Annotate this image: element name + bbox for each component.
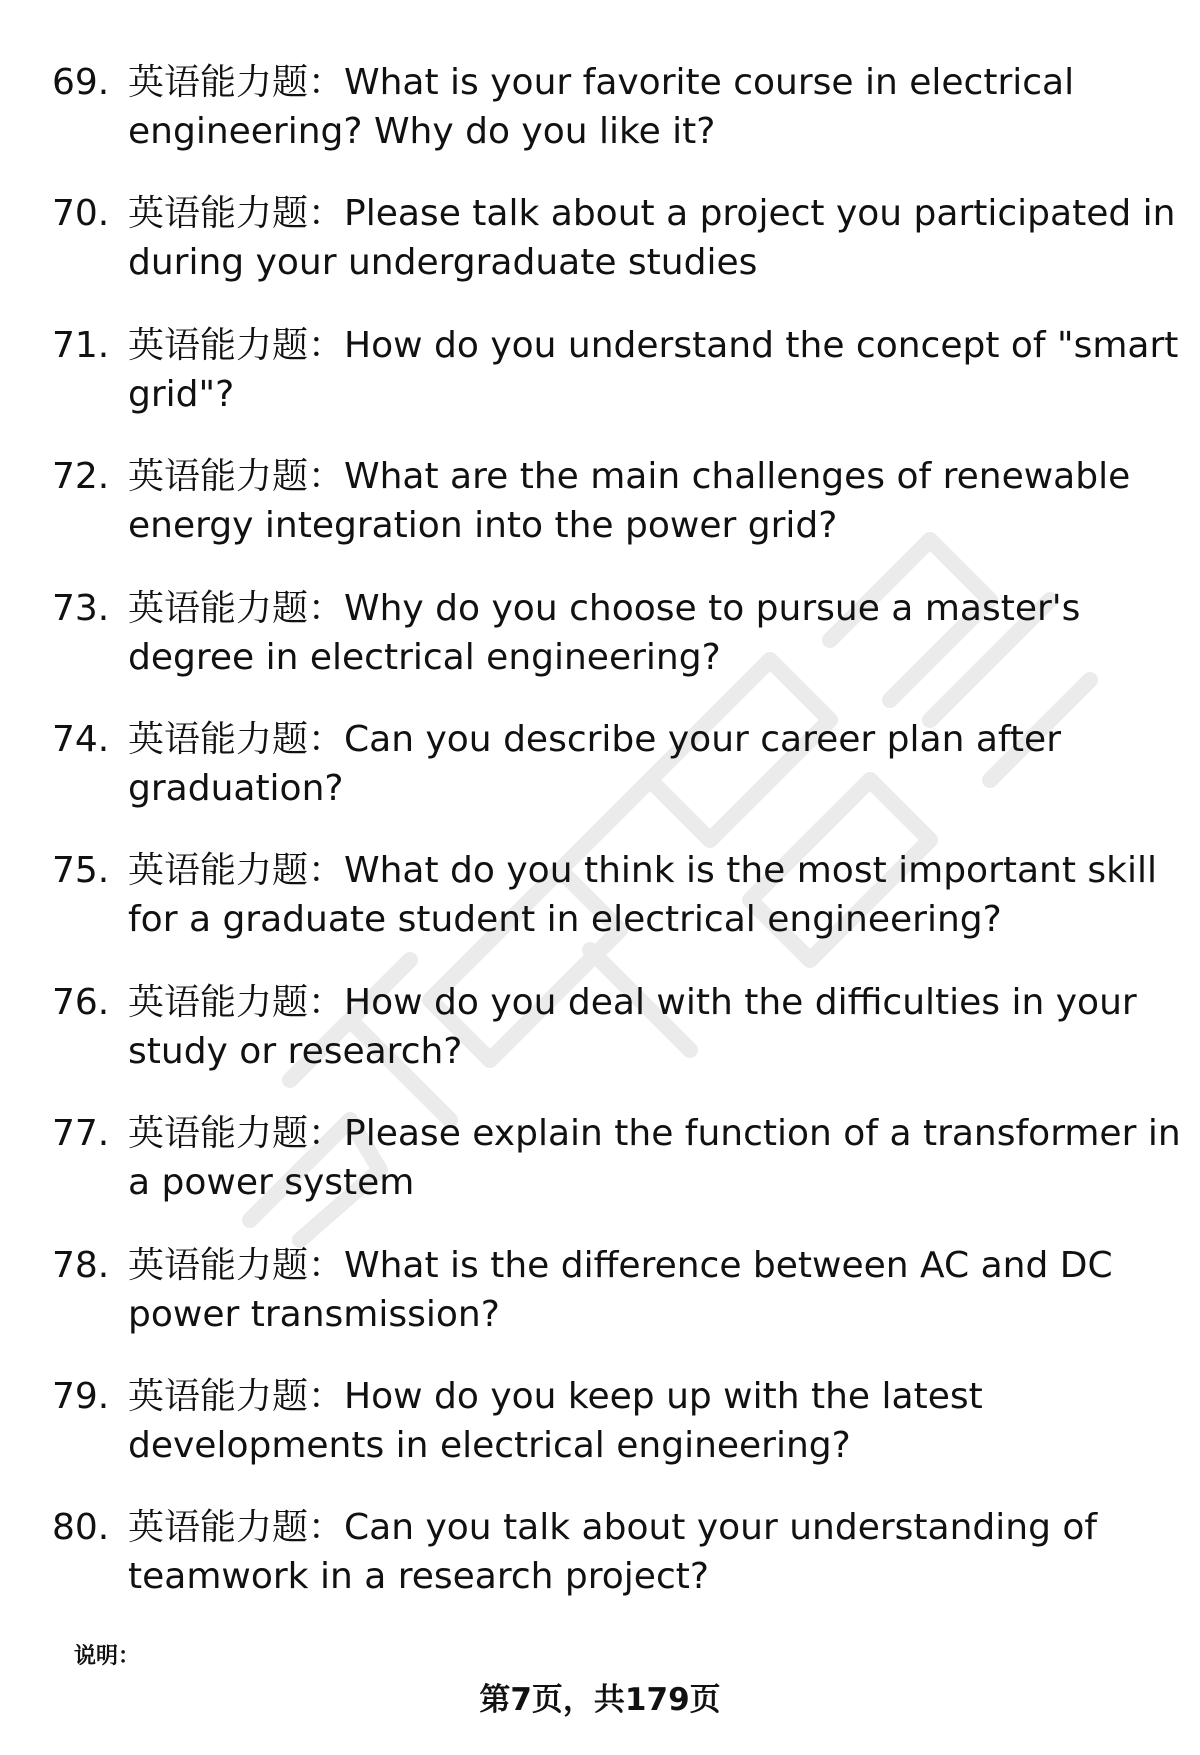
question-text: What are the main challenges of renewable energy integration into the power grid?	[128, 456, 1131, 547]
question-item	[52, 321, 1179, 452]
question-text: How do you understand the concept of "smart grid"?	[128, 324, 1179, 415]
question-number: 72.	[52, 456, 110, 498]
question-item	[52, 978, 1152, 1109]
question-number: 73.	[52, 587, 110, 629]
question-prefix: 英语能力题：	[128, 718, 345, 760]
question-prefix: 英语能力题：	[128, 324, 345, 366]
question-text: Please explain the function of a transformer in a power system	[128, 1113, 1181, 1204]
question-number: 79.	[52, 1375, 110, 1417]
question-prefix: 英语能力题：	[128, 1113, 345, 1155]
question-text: Can you talk about your understanding of teamwork in a research project?	[128, 1507, 1098, 1598]
question-number: 71.	[52, 324, 110, 366]
question-text: Can you describe your career plan after graduation?	[128, 718, 1061, 809]
question-body	[128, 1372, 1200, 1470]
question-prefix: 英语能力题：	[128, 62, 345, 103]
question-body	[128, 1109, 1200, 1207]
question-number: 69.	[52, 62, 110, 103]
question-item	[52, 584, 1152, 715]
question-body	[128, 58, 1200, 156]
question-list	[52, 58, 1181, 1635]
question-item	[52, 1109, 1181, 1240]
question-item	[52, 846, 1158, 977]
question-body	[128, 846, 1200, 944]
question-number: 74.	[52, 718, 110, 760]
question-number: 70.	[52, 193, 110, 235]
question-text: Please talk about a project you participated in during your undergraduate studies	[128, 193, 1176, 284]
question-body	[128, 584, 1200, 682]
question-number: 75.	[52, 850, 110, 892]
question-text: What is your favorite course in electrical engineering? Why do you like it?	[128, 62, 1075, 152]
question-prefix: 英语能力题：	[128, 587, 345, 629]
question-body	[128, 978, 1200, 1076]
question-item	[52, 715, 1152, 846]
page-footer: 第7页，共179页	[479, 1682, 721, 1718]
note-label: 说明：	[74, 1644, 141, 1669]
question-prefix: 英语能力题：	[128, 1507, 345, 1549]
question-item	[52, 1372, 1152, 1503]
question-prefix: 英语能力题：	[128, 1375, 345, 1417]
question-text: What is the difference between AC and DC power transmission?	[128, 1244, 1113, 1335]
question-body	[128, 321, 1200, 419]
question-item	[52, 189, 1176, 320]
question-number: 77.	[52, 1113, 110, 1155]
question-item	[52, 452, 1152, 583]
question-prefix: 英语能力题：	[128, 1244, 345, 1286]
question-text: How do you keep up with the latest developments in electrical engineering?	[128, 1375, 983, 1466]
question-prefix: 英语能力题：	[128, 850, 345, 892]
question-body	[128, 1503, 1200, 1601]
question-number: 80.	[52, 1507, 110, 1549]
question-body	[128, 715, 1200, 813]
question-item	[52, 1503, 1152, 1634]
question-prefix: 英语能力题：	[128, 193, 345, 235]
question-body	[128, 189, 1200, 287]
question-item	[52, 58, 1152, 189]
question-text: Why do you choose to pursue a master's degree in electrical engineering?	[128, 587, 1081, 678]
question-text: How do you deal with the difficulties in your study or research?	[128, 981, 1137, 1072]
question-number: 78.	[52, 1244, 110, 1286]
question-prefix: 英语能力题：	[128, 456, 345, 498]
question-body	[128, 1241, 1200, 1339]
question-body	[128, 452, 1200, 550]
question-prefix: 英语能力题：	[128, 981, 345, 1023]
question-text: What do you think is the most important skill for a graduate student in electrical engineering?	[128, 850, 1158, 941]
question-item	[52, 1241, 1152, 1372]
question-number: 76.	[52, 981, 110, 1023]
